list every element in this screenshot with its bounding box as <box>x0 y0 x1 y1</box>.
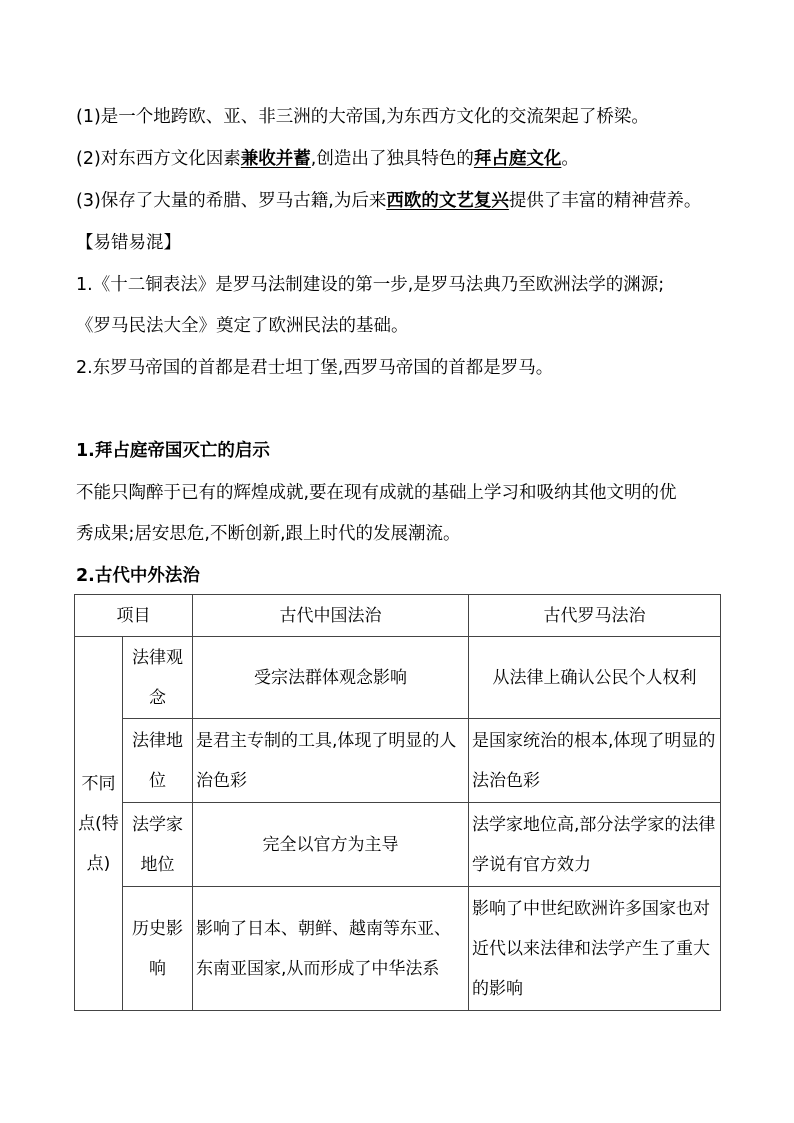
row-item: 法律地位 <box>123 719 193 803</box>
row-china: 是君主专制的工具,体现了明显的人治色彩 <box>193 719 469 803</box>
row-item: 法律观念 <box>123 637 193 719</box>
section-1-line-2: 秀成果;居安思危,不断创新,跟上时代的发展潮流。 <box>76 524 461 544</box>
row-rome: 是国家统治的根本,体现了明显的法治色彩 <box>469 719 721 803</box>
table-row <box>75 803 721 887</box>
point-2-post: 。 <box>561 149 579 169</box>
section-1-heading: 1.拜占庭帝国灭亡的启示 <box>76 441 270 461</box>
row-rome: 从法律上确认公民个人权利 <box>469 637 721 719</box>
table-row <box>75 887 721 1011</box>
row-rome: 影响了中世纪欧洲许多国家也对近代以来法律和法学产生了重大的影响 <box>469 887 721 1011</box>
point-2-underline-2: 拜占庭文化 <box>473 149 562 169</box>
table-row <box>75 719 721 803</box>
row-china: 完全以官方为主导 <box>193 803 469 887</box>
point-3-underline-1: 西欧的文艺复兴 <box>386 191 509 211</box>
point-1: (1)是一个地跨欧、亚、非三洲的大帝国,为东西方文化的交流架起了桥梁。 <box>76 107 649 127</box>
row-rome: 法学家地位高,部分法学家的法律学说有官方效力 <box>469 803 721 887</box>
mistake-1-line-1: 1.《十二铜表法》是罗马法制建设的第一步,是罗马法典乃至欧洲法学的渊源; <box>76 275 665 295</box>
point-3-post: 提供了丰富的精神营养。 <box>508 191 702 211</box>
table-row <box>75 637 721 719</box>
mistake-2: 2.东罗马帝国的首都是君士坦丁堡,西罗马帝国的首都是罗马。 <box>76 358 554 378</box>
point-3-pre: (3)保存了大量的希腊、罗马古籍,为后来 <box>76 191 387 211</box>
mistake-1-line-2: 《罗马民法大全》奠定了欧洲民法的基础。 <box>76 316 409 336</box>
section-2-heading: 2.古代中外法治 <box>76 566 200 586</box>
table-header-row <box>75 595 721 637</box>
row-china: 受宗法群体观念影响 <box>193 637 469 719</box>
row-item: 法学家地位 <box>123 803 193 887</box>
section-1-line-1: 不能只陶醉于已有的辉煌成就,要在现有成就的基础上学习和吸纳其他文明的优 <box>76 483 677 503</box>
law-comparison-table <box>74 594 721 1011</box>
point-2-underline-1: 兼收并蓄 <box>240 149 311 169</box>
point-2-pre: (2)对东西方文化因素 <box>76 149 241 169</box>
header-item: 项目 <box>75 595 193 637</box>
point-2-mid: ,创造出了独具特色的 <box>310 149 474 169</box>
group-label: 不同点(特点) <box>75 637 123 1011</box>
point-2 <box>76 148 726 170</box>
row-item: 历史影响 <box>123 887 193 1011</box>
header-rome: 古代罗马法治 <box>469 595 721 637</box>
point-3 <box>76 190 726 212</box>
header-china: 古代中国法治 <box>193 595 469 637</box>
mistakes-title: 【易错易混】 <box>76 233 181 253</box>
row-china: 影响了日本、朝鲜、越南等东亚、东南亚国家,从而形成了中华法系 <box>193 887 469 1011</box>
